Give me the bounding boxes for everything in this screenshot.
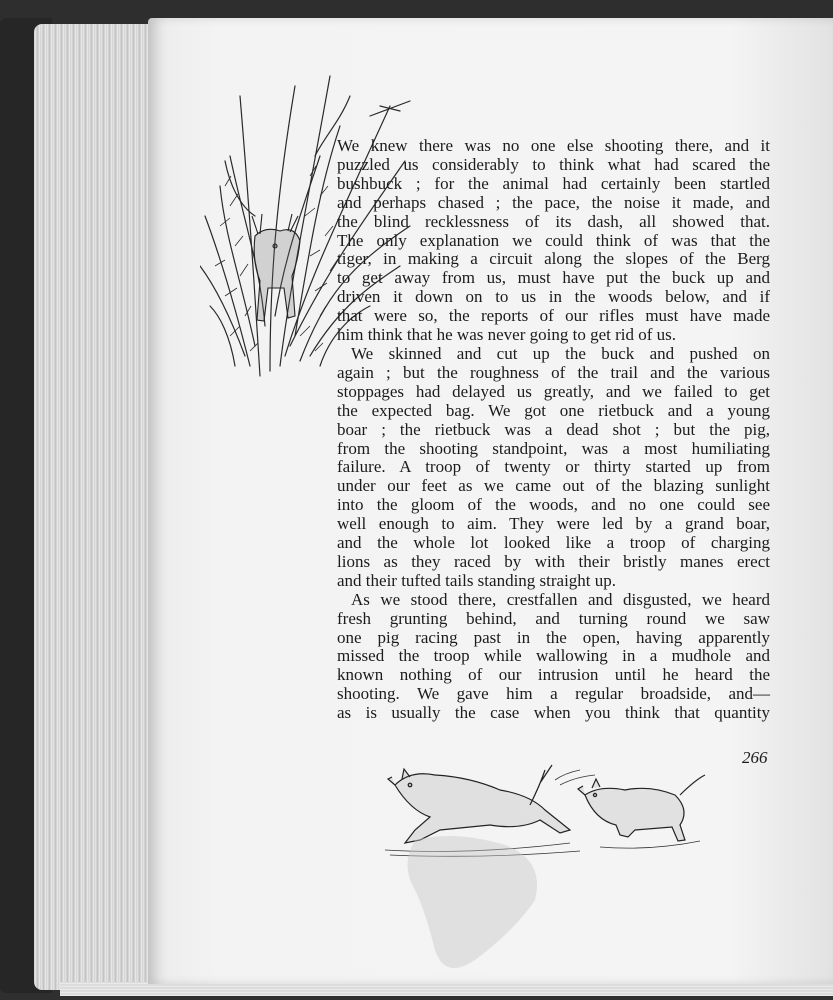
body-text [337,137,770,723]
text-line: tiger, in making a circuit along the slopes of the Berg [337,249,770,269]
text-line: under our feet as we came out of the blazing sunlight [337,476,770,496]
text-line: driven it down on to us in the woods below, and if [337,287,770,307]
text-line: that were so, the reports of our rifles must have made [337,306,770,326]
text-line: from the shooting standpoint, was a most humiliating [337,438,770,458]
water-stain [395,830,555,980]
text-line: him think that he was never going to get rid of us. [337,325,676,345]
text-line: and the whole lot looked like a troop of charging [337,533,770,553]
text-line: We skinned and cut up the buck and pushed on [351,343,770,363]
page-bottom-edge [60,982,833,996]
text-line: missed the troop while wallowing in a mudhole and [337,646,770,666]
text-line: stoppages had delayed us greatly, and we failed to get [337,381,770,401]
text-line: boar ; the rietbuck was a dead shot ; but the pig, [337,419,770,439]
text-line: shooting. We gave him a regular broadside, and— [337,684,770,704]
text-line: bushbuck ; for the animal had certainly been startled [337,173,770,193]
text-line: As we stood there, crestfallen and disgusted, we heard [351,589,770,609]
text-line: one pig racing past in the open, having apparently [337,627,770,647]
text-line: known nothing of our intrusion until he heard the [337,665,770,685]
text-line: again ; but the roughness of the trail and the various [337,362,770,382]
text-line: as is usually the case when you think that quantity [337,703,770,723]
text-line: fresh grunting behind, and turning round we saw [337,608,770,628]
text-line: and their tufted tails standing straight up. [337,570,617,590]
text-line: the expected bag. We got one rietbuck and a young [337,400,770,420]
text-line: failure. A troop of twenty or thirty started up from [337,457,770,477]
text-line: into the gloom of the woods, and no one could see [337,495,770,515]
text-line: and perhaps chased ; the pace, the noise it made, and [337,192,770,212]
text-line: The only explanation we could think of was that the [337,230,770,250]
text-line: well enough to aim. They were led by a grand boar, [337,514,770,534]
page-number: 266 [742,748,768,767]
text-line: We knew there was no one else shooting there, and it [337,136,770,155]
text-line: to get away from us, must have put the buck up and [337,268,770,288]
text-line: lions as they raced by with their bristly manes erect [337,551,770,571]
text-line: the blind recklessness of its dash, all showed that. [337,211,770,231]
text-line: puzzled us considerably to think what had scared the [337,154,770,174]
page-stack-edge [34,24,164,990]
